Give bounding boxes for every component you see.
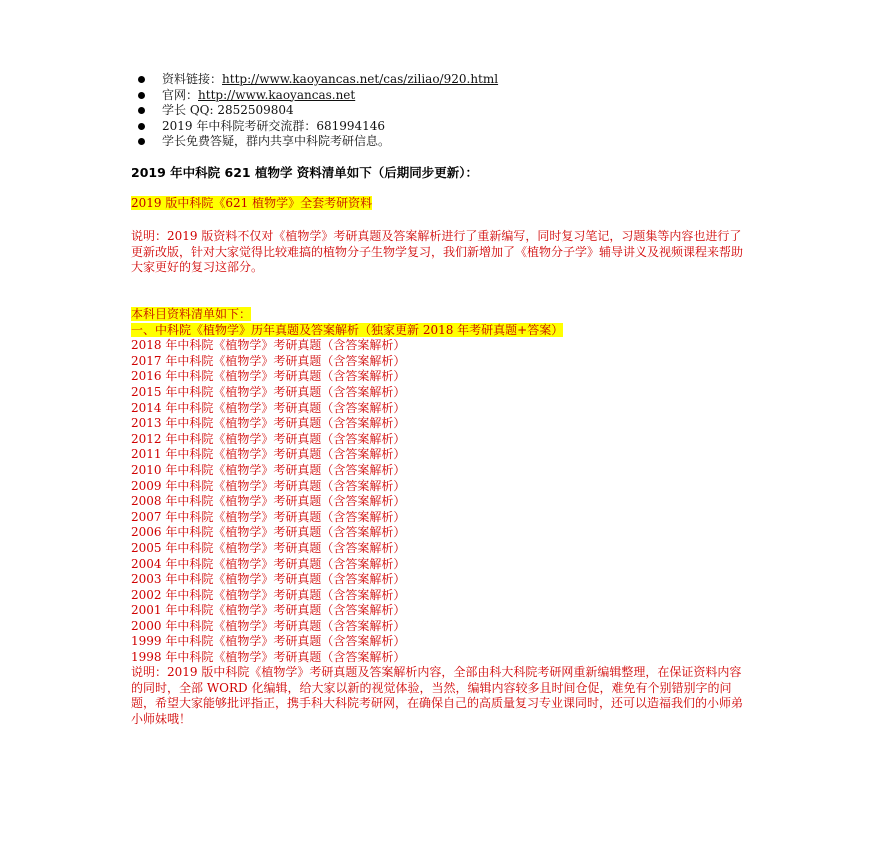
exam-list-item: 2008 年中科院《植物学》考研真题（含答案解析） <box>131 494 406 509</box>
exam-list <box>131 338 563 665</box>
bullet-answer <box>138 134 498 150</box>
exam-list-item: 2002 年中科院《植物学》考研真题（含答案解析） <box>131 587 406 602</box>
exam-list-item: 2017 年中科院《植物学》考研真题（含答案解析） <box>131 353 406 368</box>
bullet-site-link <box>138 88 498 104</box>
answer-text: 学长免费答疑，群内共享中科院考研信息。 <box>162 134 391 148</box>
list-heading: 2019 年中科院 621 植物学 资料清单如下（后期同步更新）： <box>131 165 479 180</box>
resource-label: 资料链接： <box>162 72 223 86</box>
exam-list-item: 2011 年中科院《植物学》考研真题（含答案解析） <box>131 447 406 462</box>
exam-list-item: 2003 年中科院《植物学》考研真题（含答案解析） <box>131 572 406 587</box>
bullet-icon <box>138 107 145 114</box>
exam-list-item: 2013 年中科院《植物学》考研真题（含答案解析） <box>131 416 406 431</box>
bullet-group <box>138 119 498 135</box>
exam-list-item: 1999 年中科院《植物学》考研真题（含答案解析） <box>131 634 406 649</box>
site-url-link[interactable]: http://www.kaoyancas.net <box>198 87 356 102</box>
exam-list-item: 1998 年中科院《植物学》考研真题（含答案解析） <box>131 650 406 665</box>
bullet-icon <box>138 138 145 145</box>
exam-list-item: 2016 年中科院《植物学》考研真题（含答案解析） <box>131 369 406 384</box>
outro-paragraph: 说明：2019 版中科院《植物学》考研真题及答案解析内容，全部由科大科院考研网重新编辑整理，在保证资料内容的同时，全部 WORD 化编辑，给大家以新的视觉体验，当然，编辑内容较多且时间仓促，难免有个别错别字的问题，希望大家能够批评指正，携手科大科院考研网，在确保自己的高质量复习专业课同时，还可以造福我们的小师弟小师妹哦！ <box>131 665 744 726</box>
exam-list-item: 2012 年中科院《植物学》考研真题（含答案解析） <box>131 431 406 446</box>
exam-list-item: 2010 年中科院《植物学》考研真题（含答案解析） <box>131 462 406 477</box>
exam-list-item: 2001 年中科院《植物学》考研真题（含答案解析） <box>131 603 406 618</box>
exam-list-item: 2007 年中科院《植物学》考研真题（含答案解析） <box>131 509 406 524</box>
materials-list <box>131 307 563 666</box>
exam-list-item: 2004 年中科院《植物学》考研真题（含答案解析） <box>131 556 406 571</box>
exam-list-item: 2014 年中科院《植物学》考研真题（含答案解析） <box>131 400 406 415</box>
site-label: 官网： <box>162 87 199 102</box>
section-one-text: 一、中科院《植物学》历年真题及答案解析（独家更新 2018 年考研真题+答案） <box>131 322 564 337</box>
exam-list-item: 2009 年中科院《植物学》考研真题（含答案解析） <box>131 478 406 493</box>
bullet-icon <box>138 92 145 99</box>
bullet-resource-link <box>138 72 498 88</box>
bullet-icon <box>138 123 145 130</box>
contact-bullet-list <box>138 72 498 150</box>
exam-list-item: 2015 年中科院《植物学》考研真题（含答案解析） <box>131 384 406 399</box>
qq-text: 学长 QQ: 2852509804 <box>162 103 294 117</box>
exam-list-item: 2000 年中科院《植物学》考研真题（含答案解析） <box>131 618 406 633</box>
list-intro-text: 本科目资料清单如下： <box>131 307 252 321</box>
exam-list-item: 2006 年中科院《植物学》考研真题（含答案解析） <box>131 525 406 540</box>
intro-paragraph: 说明：2019 版资料不仅对《植物学》考研真题及答案解析进行了重新编写，同时复习笔记，习题集等内容也进行了更新改版，针对大家觉得比较难搞的植物分子生物学复习，我们新增加了《植物分子学》辅导讲义及视频课程来帮助大家更好的复习这部分。 <box>131 229 744 275</box>
list-intro <box>131 307 563 323</box>
package-title <box>131 196 372 211</box>
bullet-qq <box>138 103 498 119</box>
package-title-text: 2019 版中科院《621 植物学》全套考研资料 <box>131 196 373 210</box>
exam-list-item: 2005 年中科院《植物学》考研真题（含答案解析） <box>131 540 406 555</box>
exam-list-item: 2018 年中科院《植物学》考研真题（含答案解析） <box>131 338 406 353</box>
resource-url-link[interactable]: http://www.kaoyancas.net/cas/ziliao/920.html <box>222 72 499 86</box>
section-one-title <box>131 323 563 339</box>
group-text: 2019 年中科院考研交流群：681994146 <box>162 118 386 133</box>
bullet-icon <box>138 76 145 83</box>
